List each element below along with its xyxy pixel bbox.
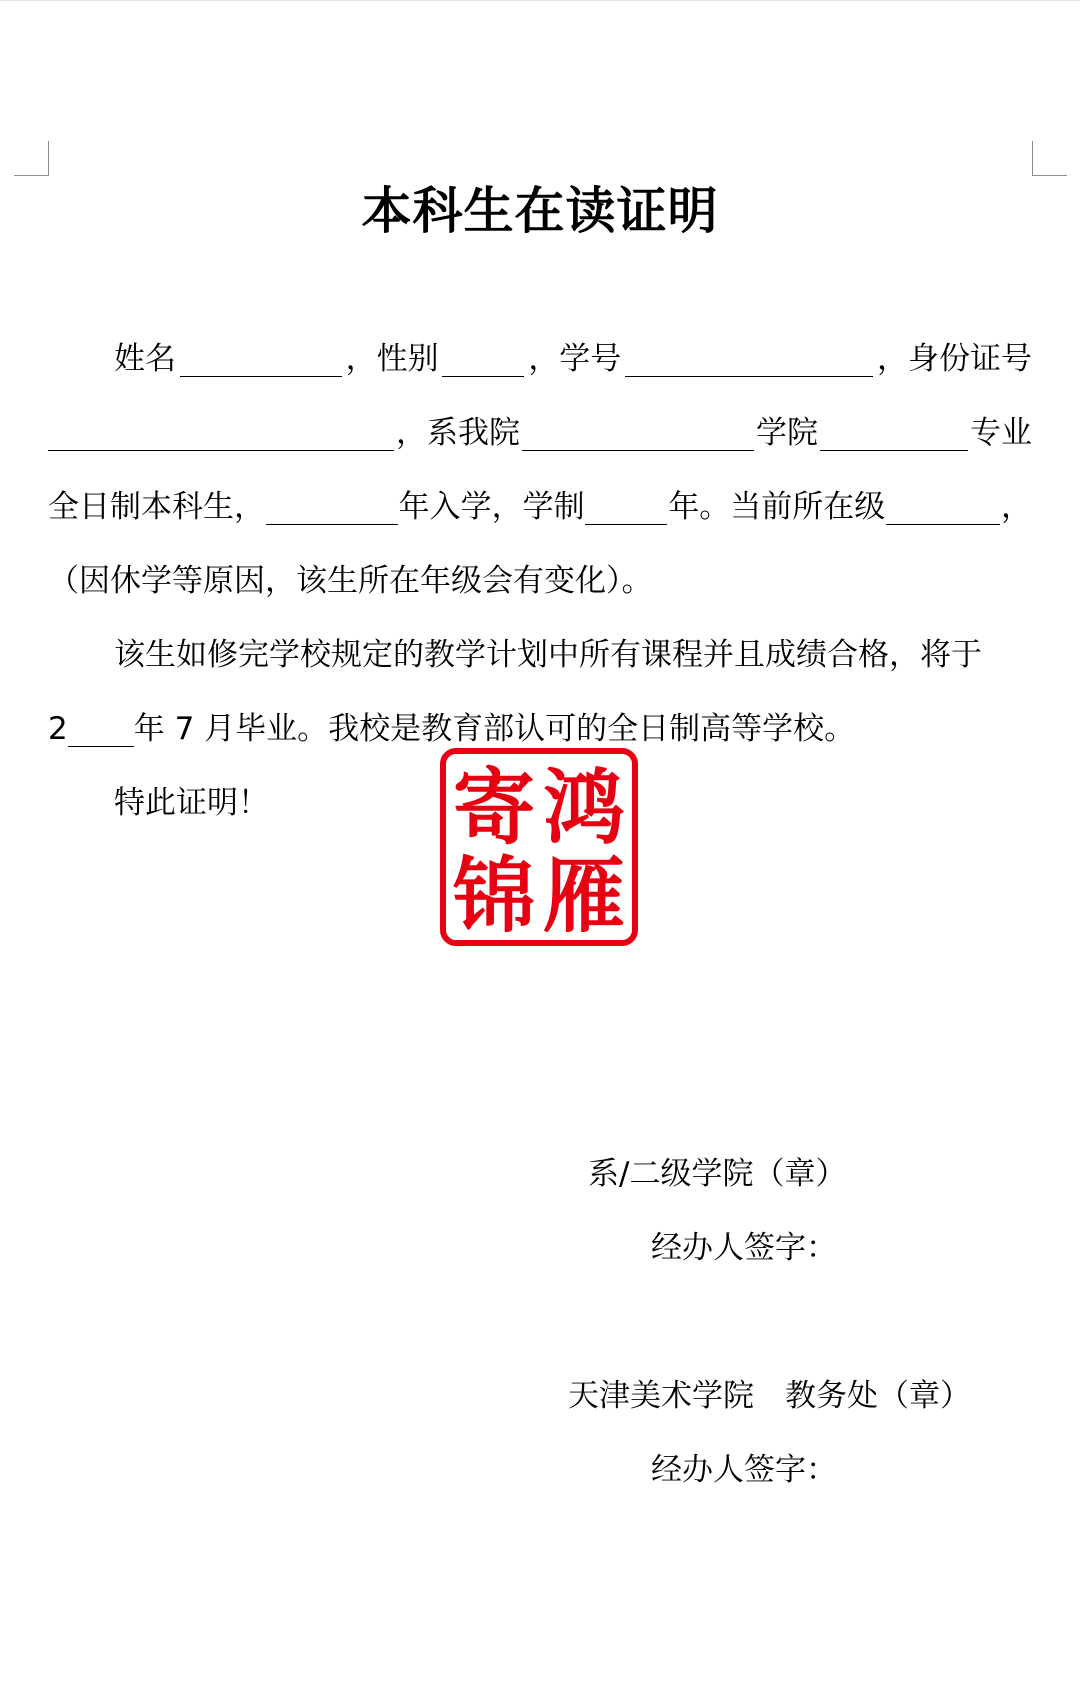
label-department: ，系我院 (396, 415, 520, 451)
seal-char-top-left: 寄 (452, 760, 536, 856)
closing-text: 特此证明！ (114, 785, 269, 821)
blank-graduation-year (68, 710, 134, 747)
document-title: 本科生在读证明 (361, 182, 719, 240)
paragraph-2-line-1 (48, 633, 1032, 677)
department-seal-label: 系/二级学院（章） (588, 1156, 847, 1192)
label-college: 学院 (756, 415, 818, 451)
blank-student-id (625, 340, 873, 377)
graduation-statement: 年 7 月毕业。我校是教育部认可的全日制高等学校。 (133, 711, 856, 747)
blank-duration (585, 488, 667, 525)
label-major: 专业 (970, 415, 1032, 451)
seal-char-bottom-right: 雁 (542, 848, 626, 940)
label-fulltime: 全日制本科生， (48, 489, 265, 525)
seal-char-top-right: 鸿 (542, 760, 626, 856)
handler-signature-label-2: 经办人签字： (651, 1452, 837, 1488)
seal-svg (446, 754, 632, 940)
graduation-year-prefix: 2 (48, 711, 68, 747)
graduation-condition: 该生如修完学校规定的教学计划中所有课程并且成绩合格，将于 (114, 637, 982, 673)
school-seal-label: 天津美术学院 教务处（章） (568, 1378, 971, 1414)
margin-corner-top-left (14, 141, 49, 176)
paragraph-1-line-1 (48, 337, 1032, 381)
paragraph-1-line-3 (48, 485, 1032, 529)
grade-note: （因休学等原因，该生所在年级会有变化）。 (48, 563, 653, 599)
blank-id-card (48, 414, 394, 451)
blank-college (820, 414, 968, 451)
label-comma: ， (1000, 489, 1032, 525)
blank-grade (886, 488, 1000, 525)
margin-corner-top-right (1032, 141, 1067, 176)
label-enroll: 年入学，学制 (398, 489, 585, 525)
handler-signature-label-1: 经办人签字： (651, 1230, 837, 1266)
seal-char-bottom-left: 锦 (452, 848, 536, 940)
blank-department (522, 414, 754, 451)
paragraph-1-line-4 (48, 559, 1032, 603)
label-gender: ，性别 (345, 341, 439, 377)
blank-gender (442, 340, 524, 377)
label-name: 姓名 (114, 341, 176, 377)
label-student-id: ，学号 (528, 341, 622, 377)
label-id-card: ，身份证号 (876, 341, 1032, 377)
blank-enroll-year (266, 488, 398, 525)
red-seal-stamp (440, 748, 638, 946)
label-grade: 年。当前所在级 (668, 489, 886, 525)
paragraph-2-line-2 (48, 707, 1032, 751)
blank-name (180, 340, 342, 377)
paragraph-1-line-2 (48, 411, 1032, 455)
